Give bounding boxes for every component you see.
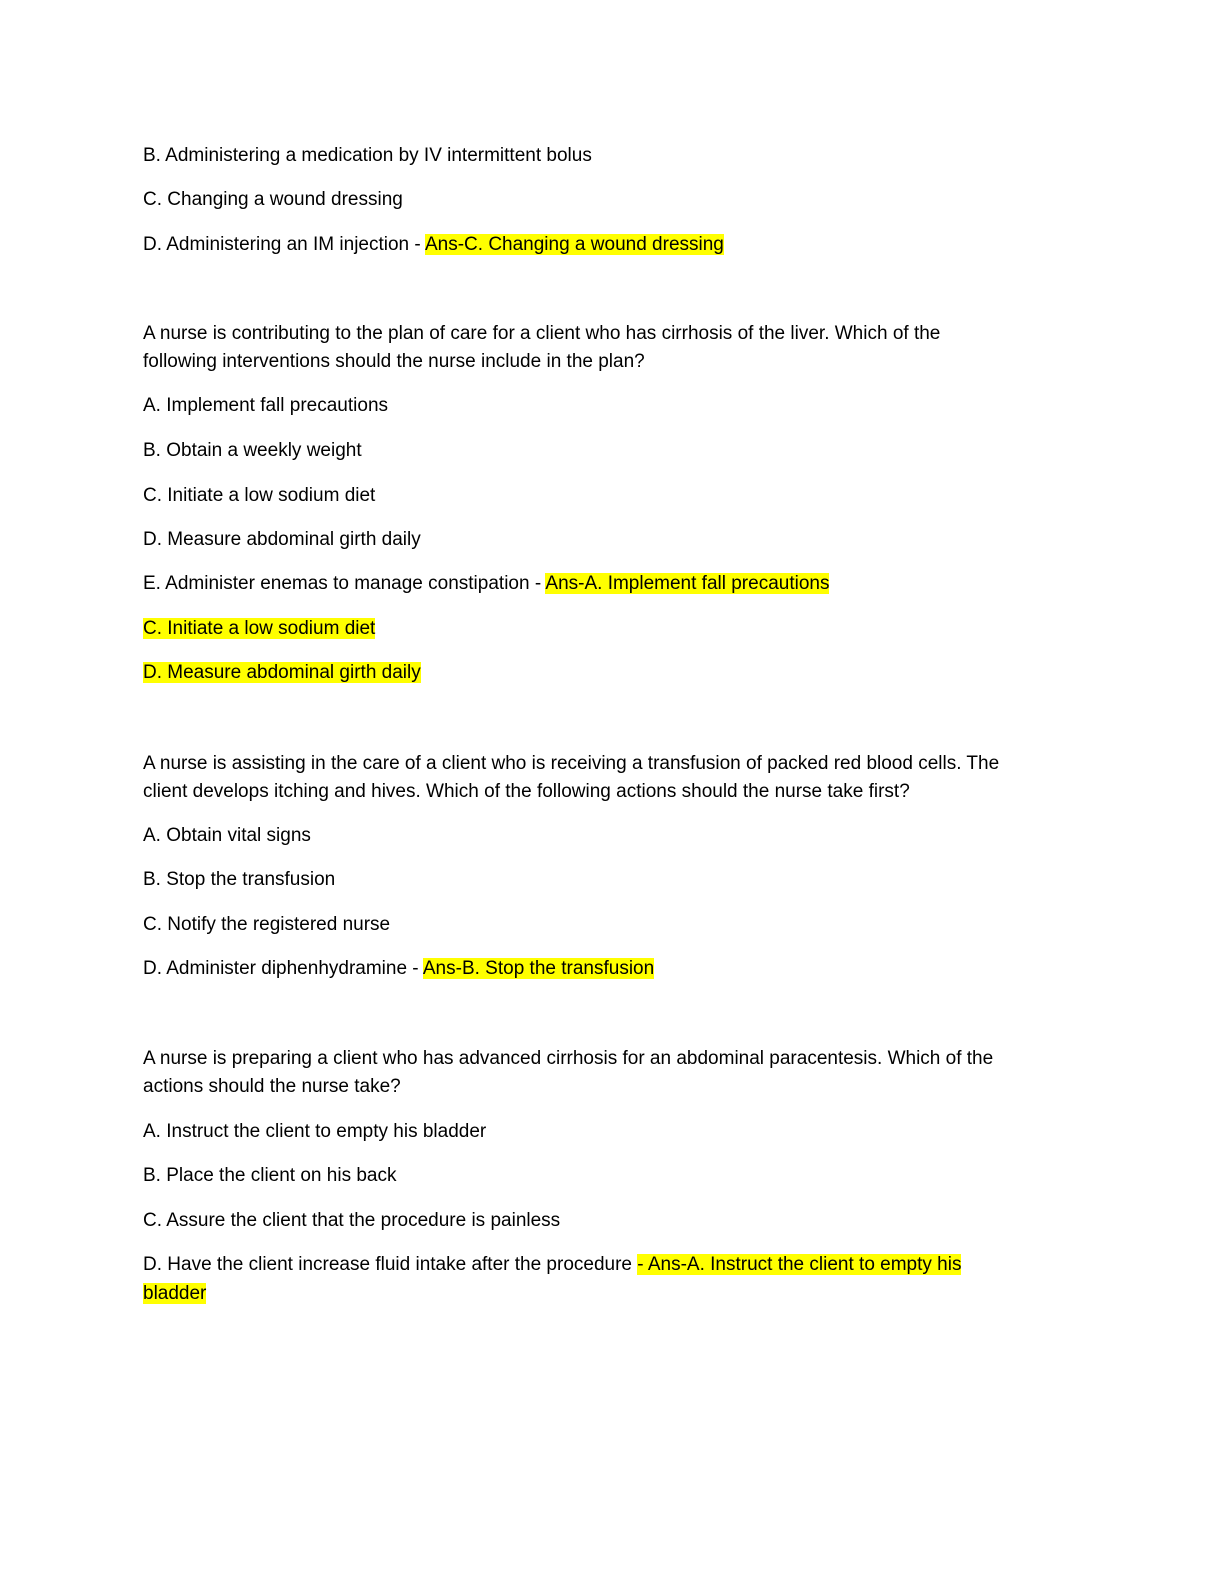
q1-answer-highlight-3: D. Measure abdominal girth daily bbox=[143, 662, 421, 683]
q1-option-e-line bbox=[143, 570, 829, 598]
q0-option-c: C. Changing a wound dressing bbox=[143, 189, 403, 210]
q0-option-d-line bbox=[143, 231, 724, 259]
q2-option-d: D. Administer diphenhydramine - bbox=[143, 958, 423, 979]
q0-option-d: D. Administering an IM injection - bbox=[143, 234, 425, 255]
q1-option-b: B. Obtain a weekly weight bbox=[143, 440, 362, 461]
q2-option-a: A. Obtain vital signs bbox=[143, 825, 311, 846]
q3-option-d: D. Have the client increase fluid intake after the procedure bbox=[143, 1254, 638, 1275]
q3-question-line2: actions should the nurse take? bbox=[143, 1076, 401, 1097]
q2-question-line1: A nurse is assisting in the care of a client who is receiving a transfusion of packed red blood cells. The bbox=[143, 753, 1000, 774]
q1-option-c: C. Initiate a low sodium diet bbox=[143, 485, 376, 506]
q2-question-line2: client develops itching and hives. Which of the following actions should the nurse take first? bbox=[143, 781, 910, 802]
q0-option-b: B. Administering a medication by IV intermittent bolus bbox=[143, 145, 592, 166]
q3-option-d-line bbox=[143, 1251, 961, 1279]
q1-option-e: E. Administer enemas to manage constipation - bbox=[143, 573, 546, 594]
q3-question-line1: A nurse is preparing a client who has advanced cirrhosis for an abdominal paracentesis. Which of the bbox=[143, 1048, 994, 1069]
q1-option-a: A. Implement fall precautions bbox=[143, 395, 389, 416]
q3-answer-line2 bbox=[143, 1280, 206, 1308]
q3-answer-highlight-2: bladder bbox=[143, 1283, 207, 1304]
q3-option-a: A. Instruct the client to empty his bladder bbox=[143, 1121, 487, 1142]
q1-option-d: D. Measure abdominal girth daily bbox=[143, 529, 421, 550]
q1-question-line2: following interventions should the nurse include in the plan? bbox=[143, 351, 645, 372]
q2-option-c: C. Notify the registered nurse bbox=[143, 914, 391, 935]
q1-question-line1: A nurse is contributing to the plan of care for a client who has cirrhosis of the liver. Which of the bbox=[143, 323, 941, 344]
q1-answer-line3 bbox=[143, 659, 421, 687]
q1-answer-highlight-2: C. Initiate a low sodium diet bbox=[143, 618, 376, 639]
q3-option-c: C. Assure the client that the procedure is painless bbox=[143, 1210, 561, 1231]
q2-answer-highlight: Ans-B. Stop the transfusion bbox=[422, 958, 655, 979]
q2-option-b: B. Stop the transfusion bbox=[143, 869, 336, 890]
q3-option-b: B. Place the client on his back bbox=[143, 1165, 397, 1186]
q2-option-d-line bbox=[143, 955, 654, 983]
q1-answer-line2 bbox=[143, 615, 375, 643]
q1-answer-highlight-1: Ans-A. Implement fall precautions bbox=[545, 573, 830, 594]
q0-answer-highlight: Ans-C. Changing a wound dressing bbox=[424, 234, 724, 255]
q3-answer-highlight-1: - Ans-A. Instruct the client to empty his bbox=[637, 1254, 962, 1275]
